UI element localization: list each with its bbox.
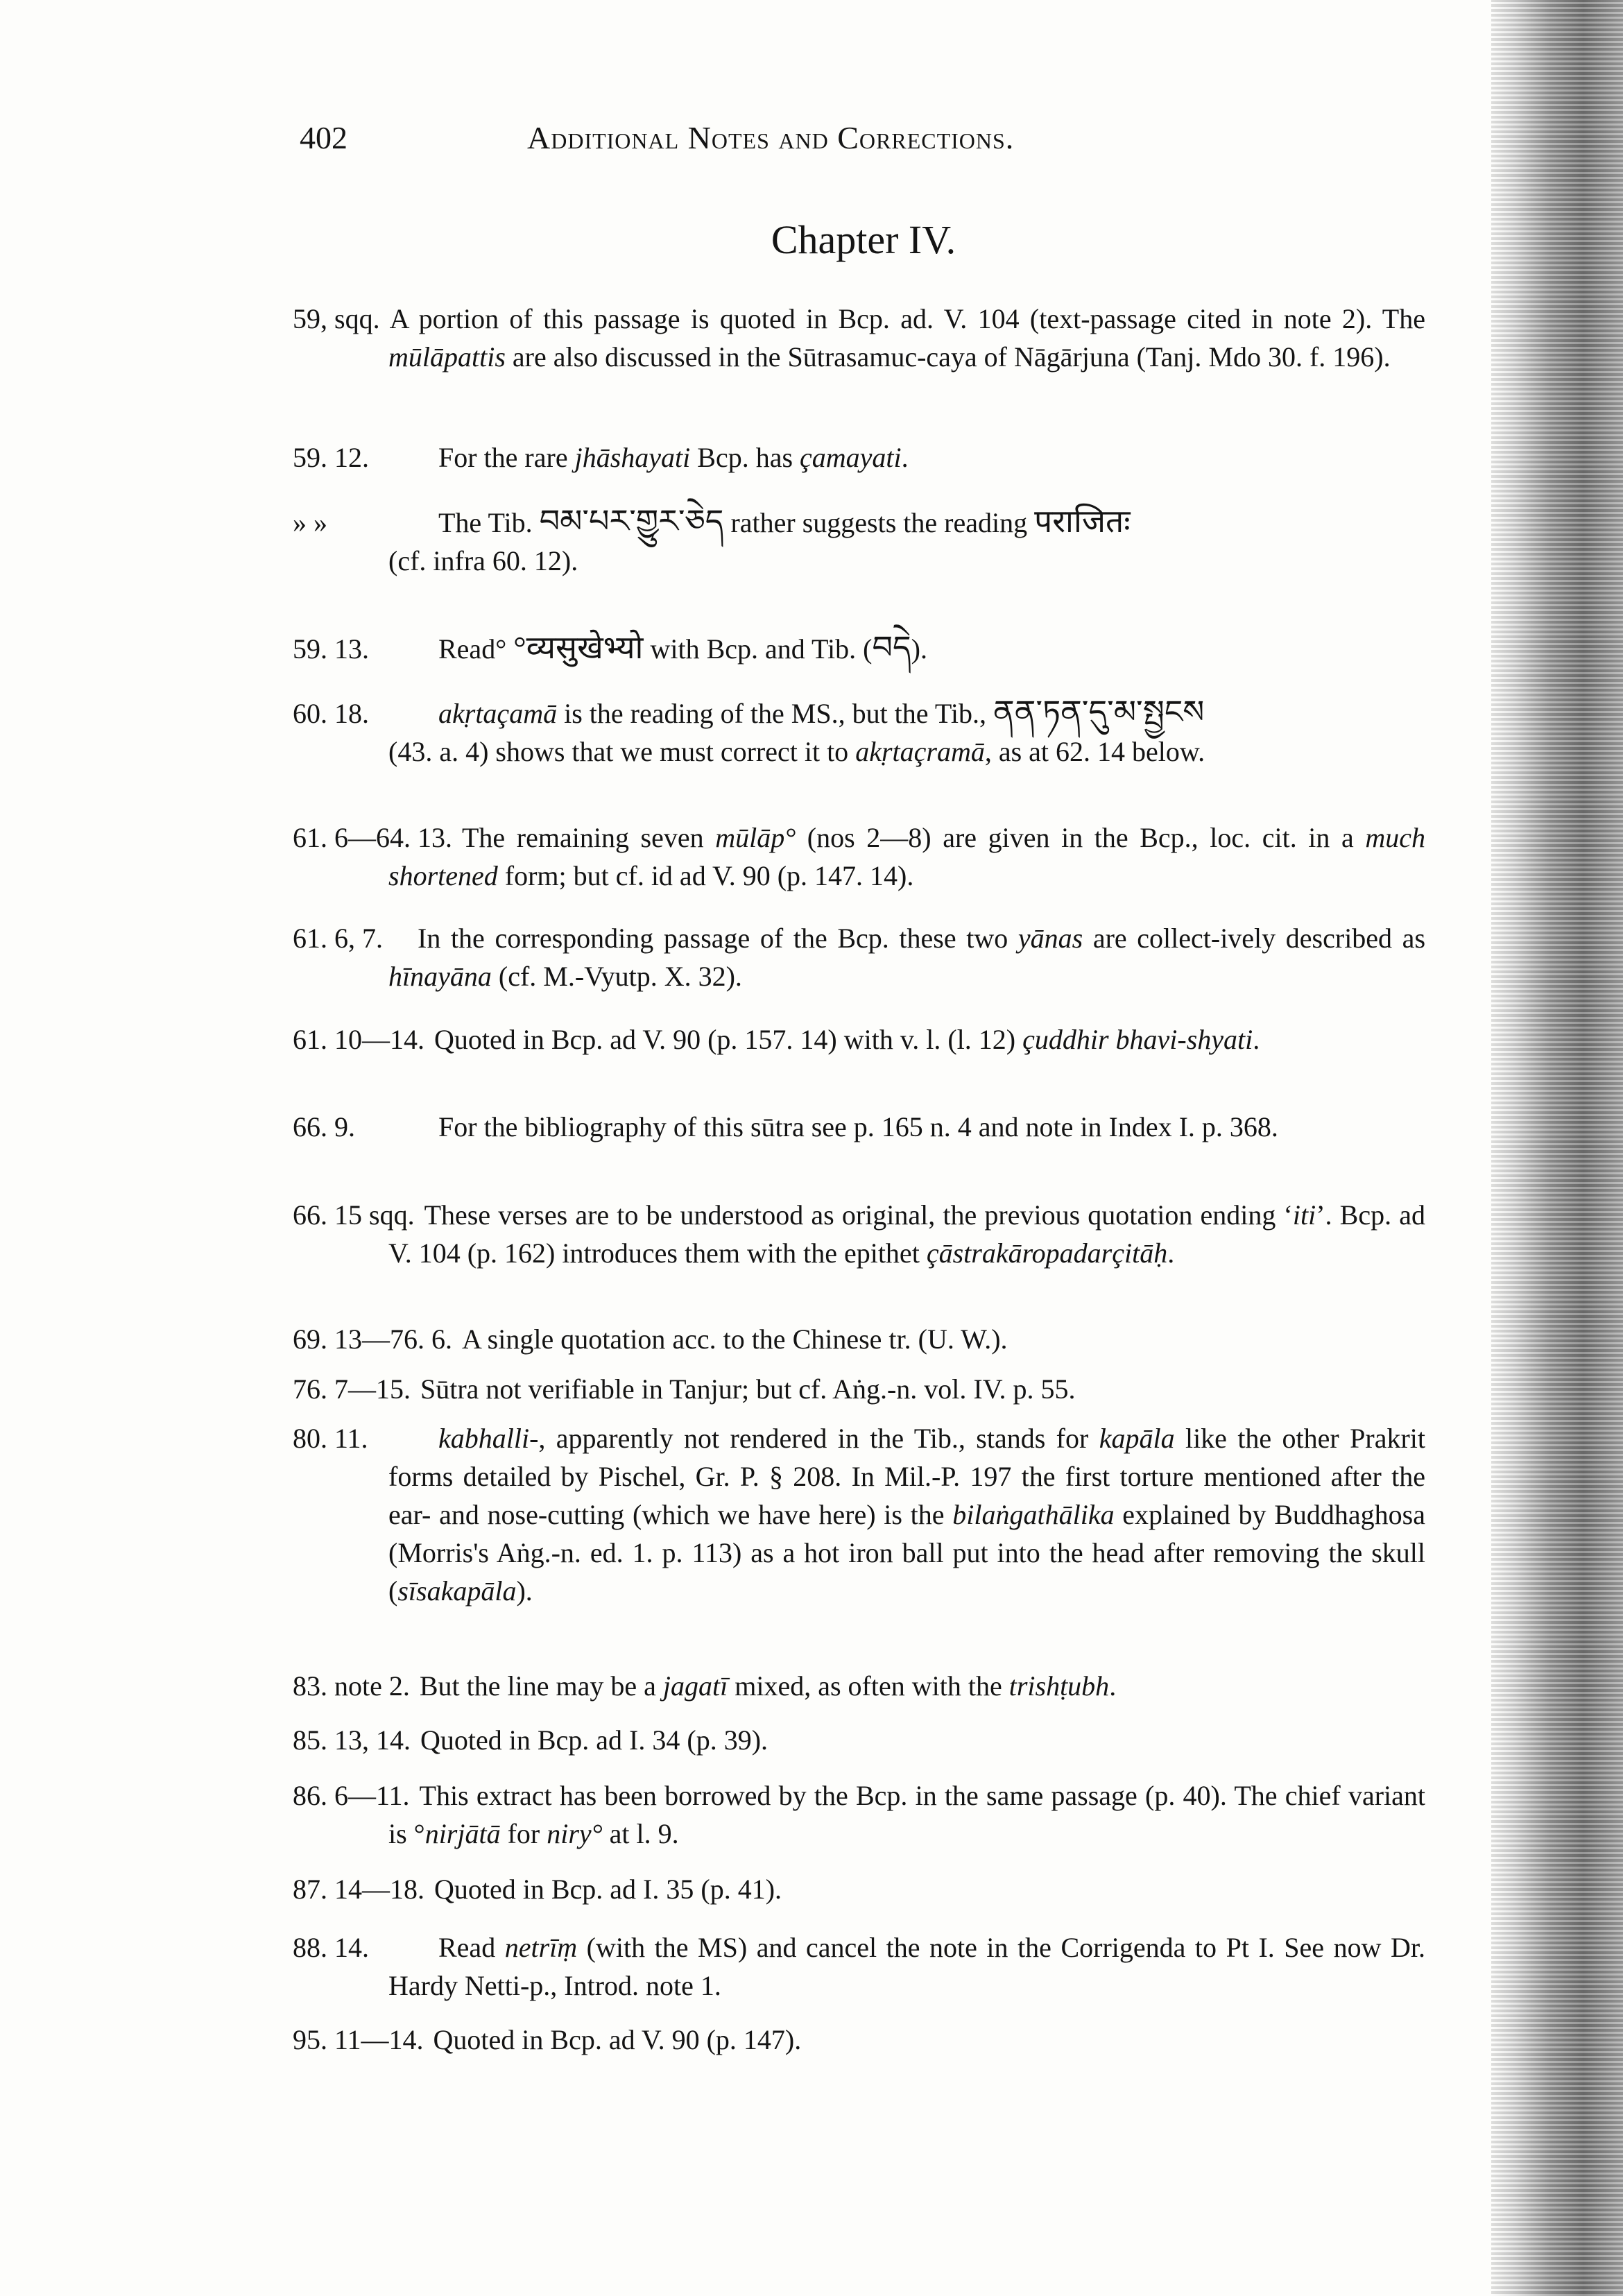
- italic-term: jagatī: [662, 1670, 728, 1702]
- note-entry: [293, 1776, 1425, 1853]
- page-number: 402: [300, 120, 347, 155]
- note-entry: [293, 2021, 1425, 2059]
- note-entry: [293, 1928, 1425, 2005]
- note-text: These verses are to be understood as original, the previous quotation ending ‘: [424, 1199, 1293, 1231]
- italic-term: nirjātā: [424, 1818, 501, 1849]
- note-text: , as at 62. 14 below.: [984, 736, 1205, 767]
- note-text: ’. Bcp. ad V. 104 (p. 162) introduces them with the epithet: [388, 1199, 1425, 1269]
- note-text: at l. 9.: [602, 1818, 679, 1849]
- note-entry: [293, 1320, 1425, 1358]
- italic-term: akṛtaçamā: [438, 698, 558, 729]
- italic-term: much shortened: [388, 822, 1426, 891]
- note-entry: [293, 1020, 1425, 1059]
- note-reference: 76. 7—15.: [293, 1373, 411, 1405]
- note-entry: [293, 300, 1425, 376]
- page-edge-texture: [1491, 0, 1623, 2296]
- note-text: The remaining seven: [462, 822, 716, 853]
- note-text: Sūtra not verifiable in Tanjur; but cf. Aṅg.-n. vol. IV. p. 55.: [420, 1373, 1076, 1405]
- note-entry: [293, 693, 1425, 771]
- italic-term: çamayati: [800, 442, 902, 473]
- note-text: Quoted in Bcp. ad V. 90 (p. 147).: [433, 2024, 802, 2055]
- note-reference: 66. 15 sqq.: [293, 1199, 415, 1231]
- note-reference: 83. note 2.: [293, 1670, 410, 1702]
- note-reference: 87. 14—18.: [293, 1874, 424, 1905]
- note-reference: 86. 6—11.: [293, 1780, 410, 1811]
- italic-term: mūlāp°: [715, 822, 796, 853]
- chapter-title: Chapter IV.: [771, 217, 956, 262]
- script-text: ནན་ཏན་དུ་མ་སྤྱངས: [993, 694, 1205, 730]
- italic-term: mūlāpattis: [388, 341, 506, 372]
- note-text: is the reading of the MS., but the Tib.,: [557, 698, 993, 729]
- note-text: In the corresponding passage of the Bcp. these two: [418, 923, 1018, 954]
- note-entry: [293, 1721, 1425, 1759]
- note-text: (with the MS) and cancel the note in the Corrigenda to Pt I. See now Dr. Hardy Netti-p., Introd. note 1.: [388, 1932, 1426, 2001]
- italic-term: netrīṃ: [504, 1932, 578, 1963]
- italic-term: sīsakapāla: [397, 1575, 517, 1607]
- note-text: ).: [911, 633, 927, 665]
- note-text: Quoted in Bcp. ad I. 35 (p. 41).: [434, 1874, 782, 1905]
- note-reference: 59, sqq.: [293, 303, 380, 334]
- running-header: [0, 119, 1457, 161]
- note-reference: 61. 10—14.: [293, 1024, 424, 1055]
- note-text: , apparently not rendered in the Tib., stands for: [538, 1423, 1099, 1454]
- note-text: are collect-ively described as: [1083, 923, 1426, 954]
- italic-term: bilaṅgathālika: [952, 1499, 1115, 1530]
- note-text: Bcp. has: [690, 442, 800, 473]
- note-reference: » »: [293, 507, 327, 538]
- note-text: (cf. M.-Vyutp. X. 32).: [491, 961, 742, 992]
- note-text: (cf. infra 60. 12).: [388, 545, 578, 576]
- note-text: But the line may be a: [419, 1670, 663, 1702]
- note-reference: 59. 13.: [293, 633, 369, 665]
- note-entry: [293, 1667, 1425, 1705]
- note-text: Read: [438, 1932, 505, 1963]
- note-text: like the other Prakrit forms detailed by Pischel, Gr. P. § 208. In Mil.-P. 197 the first torture mentioned after the ear- and nose-cutting (which we have here) is the: [388, 1423, 1425, 1530]
- italic-term: kapāla: [1099, 1423, 1175, 1454]
- note-text: A portion of this passage is quoted in Bcp. ad. V. 104 (text-passage cited in note 2). The: [389, 303, 1425, 334]
- script-text: བམ་པར་གྱུར་ཅེད: [539, 504, 724, 539]
- note-text: are also discussed in the Sūtrasamuc-caya of Nāgārjuna (Tanj. Mdo 30. f. 196).: [505, 341, 1391, 372]
- note-entry: [293, 819, 1425, 895]
- note-text: Read°: [438, 633, 514, 665]
- note-text: .: [1253, 1024, 1260, 1055]
- note-reference: 95. 11—14.: [293, 2024, 424, 2055]
- note-reference: 61. 6, 7.: [293, 923, 383, 954]
- note-text: The Tib.: [438, 507, 540, 538]
- note-text: .: [1167, 1237, 1175, 1269]
- note-entry: [293, 1108, 1425, 1146]
- note-entry: [293, 1419, 1425, 1610]
- note-text: mixed, as often with the: [728, 1670, 1009, 1702]
- italic-term: niry°: [547, 1818, 603, 1849]
- italic-term: çāstrakāropadarçitāḥ: [926, 1237, 1168, 1269]
- running-title: Additional Notes and Corrections.: [527, 120, 1015, 155]
- italic-term: kabhalli-: [438, 1423, 539, 1454]
- note-entry: [293, 919, 1425, 995]
- note-entry: [293, 502, 1425, 580]
- note-text: For the rare: [438, 442, 575, 473]
- italic-term: çuddhir bhavi-shyati: [1022, 1024, 1253, 1055]
- note-text: A single quotation acc. to the Chinese tr. (U. W.).: [462, 1323, 1008, 1355]
- note-reference: 61. 6—64. 13.: [293, 822, 452, 853]
- note-reference: 85. 13, 14.: [293, 1724, 411, 1756]
- note-text: ).: [516, 1575, 533, 1607]
- note-entry: [293, 628, 1425, 668]
- note-entry: [293, 1196, 1425, 1272]
- note-entry: [293, 1370, 1425, 1408]
- italic-term: yānas: [1017, 923, 1083, 954]
- note-text: (43. a. 4) shows that we must correct it to: [388, 736, 856, 767]
- note-text: for: [500, 1818, 547, 1849]
- note-text: .: [901, 442, 909, 473]
- note-text: rather suggests the reading: [723, 507, 1035, 538]
- italic-term: iti: [1292, 1199, 1316, 1231]
- note-text: Quoted in Bcp. ad I. 34 (p. 39).: [420, 1724, 768, 1756]
- note-text: Quoted in Bcp. ad V. 90 (p. 157. 14) with v. l. (l. 12): [434, 1024, 1023, 1055]
- note-entry: [293, 438, 1425, 477]
- italic-term: jhāshayati: [574, 442, 691, 473]
- note-reference: 59. 12.: [293, 442, 369, 473]
- note-text: (nos 2—8) are given in the Bcp., loc. cit. in a: [796, 822, 1366, 853]
- note-text: .: [1109, 1670, 1117, 1702]
- note-text: form; but cf. id ad V. 90 (p. 147. 14).: [497, 860, 914, 891]
- italic-term: akṛtaçramā: [855, 736, 985, 767]
- note-text: This extract has been borrowed by the Bcp. in the same passage (p. 40). The chief variant is °: [388, 1780, 1425, 1849]
- note-reference: 66. 9.: [293, 1111, 355, 1142]
- note-entry: [293, 1870, 1425, 1908]
- script-text: °व्यसुखेभ्यो: [513, 630, 644, 665]
- note-reference: 69. 13—76. 6.: [293, 1323, 452, 1355]
- note-reference: 88. 14.: [293, 1932, 369, 1963]
- note-reference: 60. 18.: [293, 698, 369, 729]
- italic-term: hīnayāna: [388, 961, 492, 992]
- note-text: For the bibliography of this sūtra see p. 165 n. 4 and note in Index I. p. 368.: [438, 1111, 1278, 1142]
- script-text: བདེ: [872, 630, 911, 665]
- note-text: explained by Buddhaghosa (Morris's Aṅg.-n. ed. 1. p. 113) as a hot iron ball put into the head after removing the skull (: [388, 1499, 1425, 1607]
- italic-term: trishṭubh: [1008, 1670, 1110, 1702]
- script-text: पराजितः: [1034, 504, 1131, 539]
- note-reference: 80. 11.: [293, 1423, 368, 1454]
- note-text: with Bcp. and Tib. (: [643, 633, 873, 665]
